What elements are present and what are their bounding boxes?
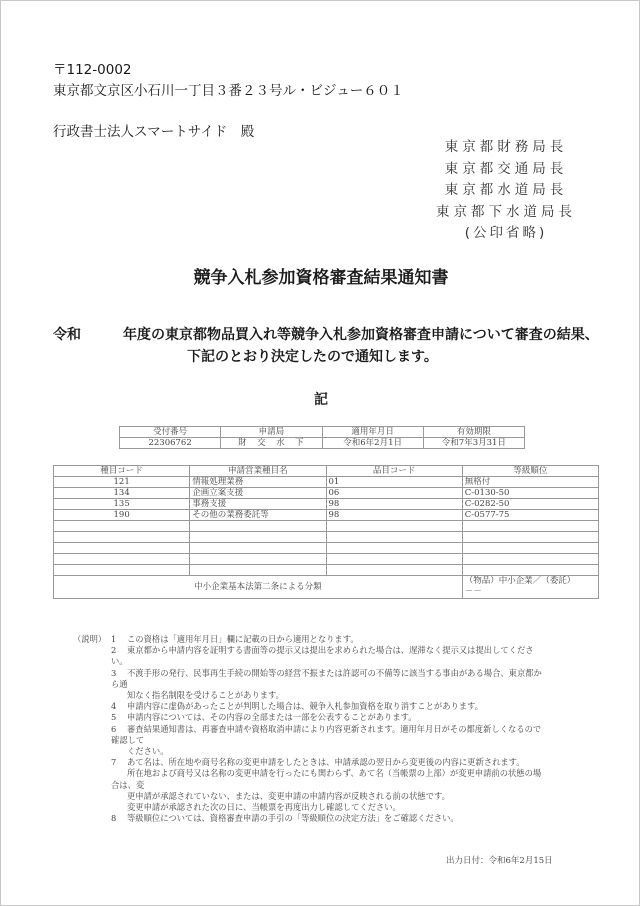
grade: 無格付 [462, 477, 598, 488]
applying-bureau: 財 交 水 下 [221, 438, 322, 449]
grade: C-0282-50 [462, 499, 598, 510]
header-receipt-number: 受付番号 [120, 427, 221, 438]
note-item-4: 4 申請内容に虚偽があったことが判明した場合は、競争入札参加資格を取り消すことがあります。 [111, 701, 484, 712]
table-row [54, 477, 599, 488]
category-name: 企画立案支援 [190, 488, 326, 499]
note-item-7: 7 あて名は、所在地や商号名称の変更申請をしたときは、申請承認の翌日から変更後の内容に更新されます。 [111, 757, 525, 768]
sender-waterworks: 東京都水道局長 [444, 182, 568, 198]
effective-date: 令和6年2月1日 [322, 438, 423, 449]
category-header-row [54, 466, 599, 477]
category-code: 134 [54, 488, 190, 499]
item-code: 98 [326, 499, 462, 510]
empty-cell [462, 565, 598, 576]
table-row [54, 488, 599, 499]
empty-cell [326, 532, 462, 543]
header-expiry: 有効期限 [423, 427, 524, 438]
note-item-1: 1 この資格は「適用年月日」欄に記載の日から適用となります。 [111, 634, 359, 644]
item-code: 01 [326, 477, 462, 488]
category-name: 情報処理業務 [190, 477, 326, 488]
empty-cell [462, 554, 598, 565]
note-item-5: 5 申請内容については、その内容の全部または一部を公表することがあります。 [111, 712, 417, 723]
note-item-7-cont: 所在地および商号又は名称の変更申請を行ったにも関わらず、あて名（当帳票の上部）が変更申請前の状態の場 [127, 768, 542, 779]
empty-cell [54, 543, 190, 554]
item-code: 06 [326, 488, 462, 499]
header-grade: 等級順位 [462, 466, 598, 477]
intro-era: 令和 [53, 327, 81, 343]
empty-cell [190, 532, 326, 543]
empty-cell [462, 532, 598, 543]
document-title: 競争入札参加資格審査結果通知書 [193, 268, 449, 288]
table-row [54, 499, 599, 510]
table-row-empty [54, 521, 599, 532]
header-category-code: 種目コード [54, 466, 190, 477]
table-row [54, 510, 599, 521]
table-row-empty [54, 532, 599, 543]
note-item-8: 8 等級順位については、資格審査申請の手引の「等級順位の決定方法」をご確認ください。 [111, 813, 459, 824]
empty-cell [54, 532, 190, 543]
explanation-notes [73, 634, 613, 824]
note-item-7-cont3: 変更申請が承認された次の日に、当帳票を再度出力し確認してください。 [127, 802, 401, 813]
intro-line-1: 年度の東京都物品買入れ等競争入札参加資格審査申請について審査の結果、 [123, 327, 599, 343]
note-item-3-cont: 知なく指名制限を受けることがあります。 [127, 690, 284, 701]
header-applying-bureau: 申請局 [221, 427, 322, 438]
table-row-empty [54, 565, 599, 576]
grade: C-0130-50 [462, 488, 598, 499]
summary-value-row [120, 438, 525, 449]
recipient-name: 行政書士法人スマートサイド 殿 [53, 124, 255, 140]
note-item-3-wrap: ら通 [111, 678, 128, 689]
empty-cell [54, 554, 190, 565]
header-effective-date: 適用年月日 [322, 427, 423, 438]
empty-cell [190, 565, 326, 576]
notes-label: （説明） [73, 634, 107, 644]
sme-classification-label: 中小企業基本法第二条による分類 [54, 576, 463, 599]
expiry-date: 令和7年3月31日 [423, 438, 524, 449]
note-item-2: 2 東京都から申請内容を証明する書面等の提示又は提出を求められた場合は、遅滞なく提示又は提出してくださ [111, 645, 534, 656]
table-row-empty [54, 543, 599, 554]
note-item-7-cont2: 更申請が承認されていない、または、変更申請の申請内容が反映される前の状態です。 [127, 790, 450, 801]
empty-cell [326, 554, 462, 565]
note-item-3: 3 不渡手形の発行、民事再生手続の開始等の経営不振または許認可の不備等に該当する事由がある場合、東京都か [111, 667, 542, 678]
header-category-name: 申請営業種目名 [190, 466, 326, 477]
item-code: 98 [326, 510, 462, 521]
output-date: 出力日付：令和6年2月15日 [446, 856, 553, 866]
intro-line-2: 下記のとおり決定したので通知します。 [187, 349, 438, 365]
category-name: 事務支援 [190, 499, 326, 510]
category-code: 190 [54, 510, 190, 521]
seal-omitted-note: (公印省略) [464, 225, 548, 241]
ki-heading: 記 [314, 392, 328, 408]
category-code: 135 [54, 499, 190, 510]
category-table [53, 465, 599, 599]
sender-transport: 東京都交通局長 [444, 160, 568, 177]
sender-finance: 東京都財務局長 [444, 139, 568, 155]
note-item-6: 6 審査結果通知書は、再審査申請や資格取消申請により内容更新されます。適用年月日がその都度新しくなるので [111, 723, 542, 734]
sender-sewerage: 東京都下水道局長 [436, 203, 576, 220]
summary-table [119, 426, 525, 449]
sme-classification-value-line2: －－ [464, 587, 482, 597]
note-item-6-wrap: 確認して [111, 734, 145, 745]
empty-cell [54, 521, 190, 532]
header-item-code: 品目コード [326, 466, 462, 477]
empty-cell [190, 521, 326, 532]
empty-cell [326, 543, 462, 554]
grade: C-0577-75 [462, 510, 598, 521]
recipient-address: 東京都文京区小石川一丁目３番２３号ル・ビジュー６０１ [53, 83, 404, 99]
empty-cell [190, 554, 326, 565]
empty-cell [462, 543, 598, 554]
category-code: 121 [54, 477, 190, 488]
sme-classification-row [54, 576, 599, 599]
note-item-2-wrap: い。 [111, 656, 128, 667]
empty-cell [326, 521, 462, 532]
sender-block [421, 137, 591, 245]
receipt-number: 22306762 [120, 438, 221, 449]
sme-classification-value-line1: （物品）中小企業／（委託） [464, 576, 576, 586]
empty-cell [190, 543, 326, 554]
note-item-7-wrap: 合は、変 [111, 779, 145, 790]
note-item-6-cont: ください。 [127, 746, 169, 757]
postal-code: 〒112-0002 [53, 62, 132, 78]
sme-classification-value [462, 576, 598, 599]
table-row-empty [54, 554, 599, 565]
summary-header-row [120, 427, 525, 438]
category-name: その他の業務委託等 [190, 510, 326, 521]
empty-cell [462, 521, 598, 532]
empty-cell [326, 565, 462, 576]
empty-cell [54, 565, 190, 576]
